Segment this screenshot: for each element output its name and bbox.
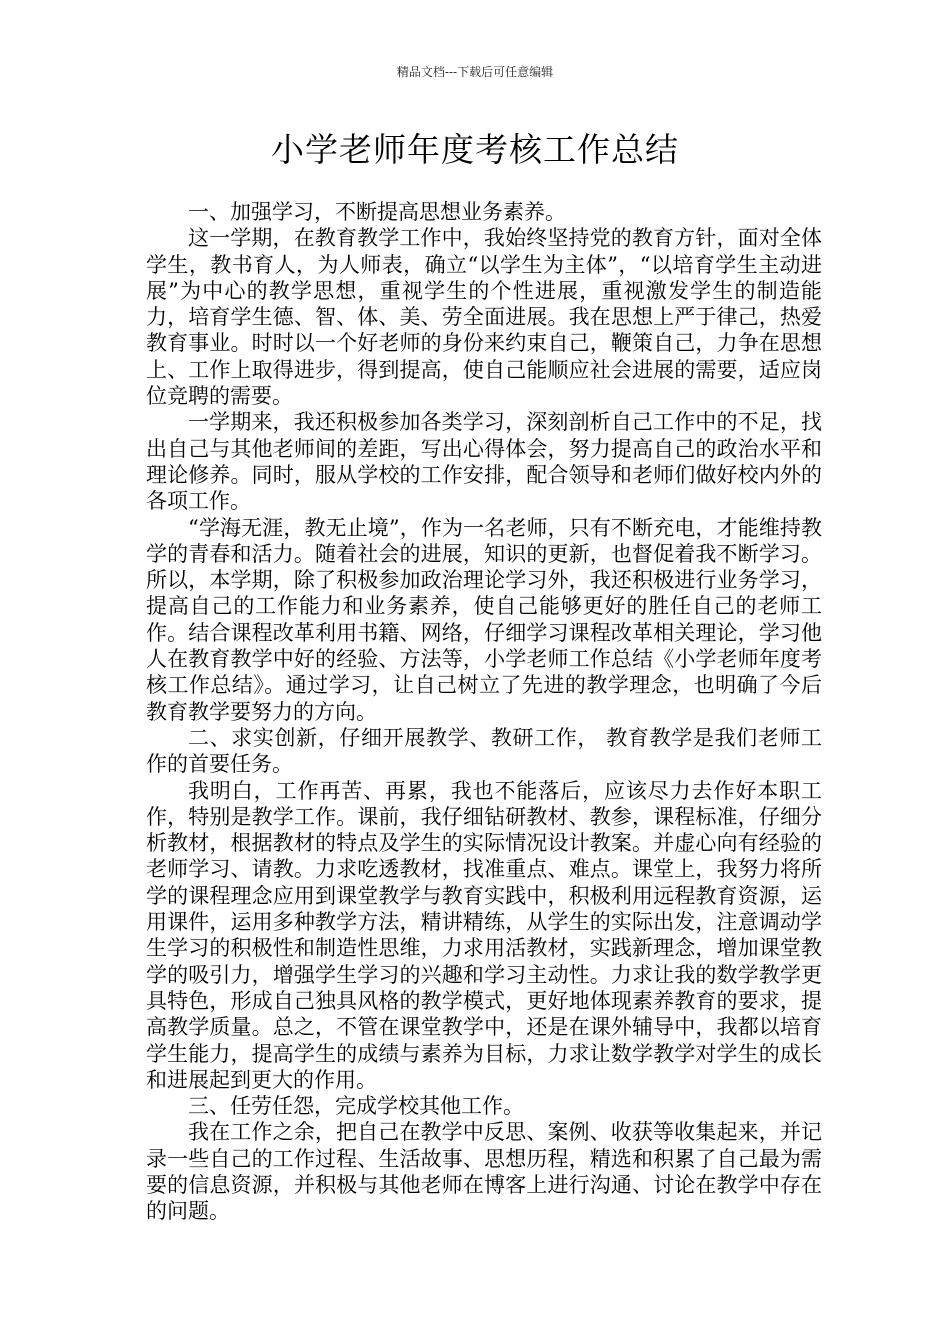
header-note: 精品文档---下载后可任意编辑 <box>396 65 554 79</box>
document-title: 小学老师年度考核工作总结 <box>271 130 679 169</box>
section-heading-3: 三、任劳任怨，完成学校其他工作。 <box>188 1094 524 1119</box>
body-paragraph: 这一学期，在教育教学工作中，我始终坚持党的教育方针，面对全体学生，教书育人，为人师表，确立“以学生为主体”，“以培育学生主动进展”为中心的教学思想，重视学生的个性进展，重视激发学生的制造能力，培育学生德、智、体、美、劳全面进展。我在思想上严于律己，热爱教育事业。时时以一个好老师的身份来约束自己，鞭策自己，力争在思想上、工作上取得进步，得到提高，使自己能顺应社会进展的需要，适应岗位竞聘的需要。 <box>146 226 822 409</box>
document-body <box>146 199 822 1225</box>
section-heading-1: 一、加强学习，不断提高思想业务素养。 <box>188 200 566 224</box>
section-heading-2: 二、求实创新，仔细开展教学、教研工作， 教育教学是我们老师工作的首要任务。 <box>146 725 822 777</box>
body-paragraph: 我明白，工作再苦、再累，我也不能落后，应该尽力去作好本职工作，特别是教学工作。课前，我仔细钻研教材、教参，课程标准，仔细分析教材，根据教材的特点及学生的实际情况设计教案。并虚心向有经验的老师学习、请教。力求吃透教材，找准重点、难点。课堂上，我努力将所学的课程理念应用到课堂教学与教育实践中，积极利用远程教育资源，运用课件，运用多种教学方法，精讲精练，从学生的实际出发，注意调动学生学习的积极性和制造性思维，力求用活教材，实践新理念，增加课堂教学的吸引力，增强学生学习的兴趣和学习主动性。力求让我的数学教学更具特色，形成自己独具风格的教学模式，更好地体现素养教育的要求，提高教学质量。总之，不管在课堂教学中，还是在课外辅导中，我都以培育学生能力，提高学生的成绩与素养为目标，力求让数学教学对学生的成长和进展起到更大的作用。 <box>146 778 822 1092</box>
body-paragraph: 一学期来，我还积极参加各类学习，深刻剖析自己工作中的不足，找出自己与其他老师间的差距，写出心得体会，努力提高自己的政治水平和理论修养。同时，服从学校的工作安排，配合领导和老师们做好校内外的各项工作。 <box>146 410 822 514</box>
body-paragraph: 我在工作之余，把自己在教学中反思、案例、收获等收集起来，并记录一些自己的工作过程、生活故事、思想历程，精选和积累了自己最为需要的信息资源，并积极与其他老师在博客上进行沟通、讨论在教学中存在的问题。 <box>146 1120 822 1224</box>
body-paragraph: “学海无涯，教无止境”，作为一名老师，只有不断充电，才能维持教学的青春和活力。随着社会的进展，知识的更新，也督促着我不断学习。所以，本学期，除了积极参加政治理论学习外，我还积极进行业务学习，提高自己的工作能力和业务素养，使自己能够更好的胜任自己的老师工作。结合课程改革利用书籍、网络，仔细学习课程改革相关理论，学习他人在教育教学中好的经验、方法等，小学老师工作总结《小学老师年度考核工作总结》。通过学习，让自己树立了先进的教学理念，也明确了今后教育教学要努力的方向。 <box>146 515 822 724</box>
